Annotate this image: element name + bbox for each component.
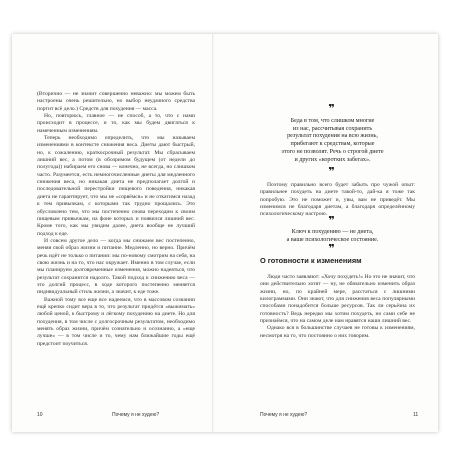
quote-mark-icon: ❞ — [328, 214, 335, 227]
left-footer-title: Почему я не худею? — [112, 412, 160, 418]
paragraph: Однако вся в большинстве случаев не готовы к изменениям, несмотря на то, что постоянно о них говорим. — [260, 325, 415, 339]
right-footer-page-number: 11 — [413, 412, 419, 418]
quote-line: Беда в том, что слишком многие — [290, 118, 375, 124]
quote-line: прибегают к средствам, которые — [290, 141, 375, 148]
right-footer-title: Почему я не худею? — [260, 412, 308, 418]
quote-mark-icon: ❞ — [328, 165, 335, 178]
right-page — [225, 34, 438, 432]
quote-line: из нас, рассчитывая сохранить — [292, 125, 373, 132]
quote-line: Ключ к похудению — не диета, — [291, 229, 374, 235]
left-page — [12, 34, 213, 432]
paragraph: Теперь необходимо определить, что мы называем изменениями в контексте снижения веса. Диеты дают быстрый, но, к сожалению, краткосрочный результат. Мы сбрасываем лишний вес, а потом (в обозримом будущем (от недели до полугода)) набираем его снова — конечно, не всегда, но слишком часто. Разумеется, есть немногочисленные диеты для медленного снижения веса, но никакая диета не предполагает долгой и последовательной перестройки пищевого поведения, никакая диета не гарантирует, что мы не «сорвёмся» и не откатимся назад к тем привычкам, с которыми так трудно прощались. Это обусловлено тем, что мы постепенно снова переходим к своим пищевым привычкам, на фоне которых и появился лишний вес. Кроме того, как мы увидим далее, диета вообще не лучший подход к еде. — [37, 135, 195, 237]
quote-mark-icon: ❞ — [328, 242, 335, 255]
section-heading: О готовности к изменениям — [260, 256, 362, 265]
left-page-body — [37, 91, 195, 348]
quote-line: результат похудения на всю жизнь, — [287, 133, 378, 140]
quote-line: а ваше психологическое состояние. — [286, 236, 379, 243]
left-footer-page-number: 10 — [37, 412, 43, 418]
paragraph: Важной тому все еще все надеемся, что в массовом сознании ещё крепко сидит вера в то, что результат придётся «выжимать» любой ценой, к быстрому и лёгкому похудению на диете. Но для похудения, в том числе с долгосрочным результатом, необходимо менять образ жизни, причём сознательно и осознанно, а «еще лучше» — в том числе и то, чему нам ближайшие годы ещё предстоит поучиться. — [37, 296, 195, 347]
quote-mark-icon: ❞ — [328, 102, 335, 115]
paragraph: (Вторично — не значит совершенно неважно: мы можем быть настроены очень решительно, но выбор неудачного средства портит всё дело.) Средств для похудения — масса. — [37, 91, 195, 112]
pull-quote-1 — [260, 118, 405, 164]
paragraph: Люди часто заявляют: «Хочу похудеть!» Но это не значит, что они действительно хотят — ну, не обязательно изменить образ жизни, но, по крайней мере, расстаться с лишними килограммами. Они знают, что для снижения веса популярными способами понадобится больше ресурсов. Так ли серьёзна их готовность? Ведь нередко мы хотим похудеть, но сами себе не признаёмся, что на самом деле нам нравятся наши лишний вес. — [260, 274, 415, 325]
quote-line: и других «коротких забегах». — [294, 156, 371, 163]
paragraph: Поэтому правильно всего будет забыть про чужой опыт: правильнее похудеть на диете такой-то, дай-ка я тоже так попробую. Это не поможет и, увы, вам не приведёт. Мы изменимся не благодаря диетам, а благодаря определённому психологическому настрою. — [260, 182, 415, 218]
quote-line: этого не позволят. Речь о строгой диете — [281, 148, 384, 155]
paragraph: И совсем другое дело — когда мы снижаем вес постепенно, меняя свой образ жизни и питание. Медленно, но верно. Причём речь идёт не только о питании: мы по-новому смотрим на себя, на свою жизнь и на то, что нас окружает. Именно в том случае, если мы планируем долговременные изменения, можно надеяться, что результат сохранится надолго. Такой подход к снижению веса — это долгий процесс, в ходе которого постепенно меняется индивидуальный стиль жизни, а значит, к еде тоже. — [37, 237, 195, 296]
right-page-body-2 — [260, 274, 415, 340]
paragraph: Но, повторюсь, главное — не способ, а то, что с нами происходит в процессе, и то, как мы будем двигаться к намеченным изменениям. — [37, 113, 195, 134]
